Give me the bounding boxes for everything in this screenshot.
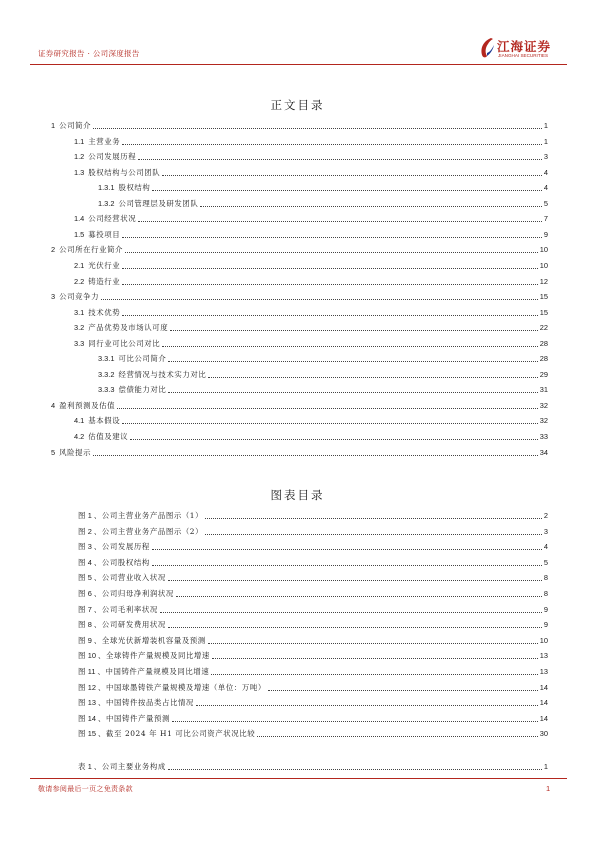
figure-entry-prefix: 图	[78, 667, 86, 676]
figure-entry[interactable]	[78, 620, 548, 630]
figure-entry-number: 7	[87, 604, 92, 614]
figure-entry-prefix: 图	[78, 620, 86, 630]
toc-leader-dots	[168, 769, 542, 770]
toc-entry-number: 1.5	[74, 229, 85, 239]
toc-entry[interactable]	[51, 121, 548, 131]
toc-entry-title: 募投项目	[88, 229, 121, 239]
toc-leader-dots	[208, 643, 538, 644]
toc-entry-number: 3.3	[74, 338, 85, 348]
figure-entry[interactable]	[78, 683, 548, 693]
toc-entry-page: 15	[539, 292, 548, 302]
figure-entry[interactable]	[78, 698, 548, 708]
toc-entry-number: 1.4	[74, 214, 85, 224]
toc-entry-title: 公司管理层及研发团队	[118, 198, 199, 208]
toc-title: 正文目录	[270, 98, 325, 112]
toc-leader-dots	[162, 346, 538, 347]
toc-entry[interactable]	[74, 261, 548, 271]
toc-entry-title: 公司竞争力	[59, 292, 100, 302]
company-logo	[477, 36, 567, 62]
figure-entry-page: 8	[543, 589, 548, 598]
toc-entry-page: 28	[539, 354, 548, 364]
toc-entry-page: 1	[543, 136, 548, 146]
toc-entry[interactable]	[74, 432, 548, 442]
figure-entry[interactable]	[78, 573, 548, 583]
toc-entry-number: 3.3.2	[98, 369, 115, 379]
figure-entry-title: 、公司毛利率状况	[93, 604, 158, 614]
figure-entry-title: 、公司发展历程	[93, 542, 150, 552]
toc-entry-page: 29	[539, 369, 548, 379]
toc-entry[interactable]	[51, 292, 548, 302]
figure-entry[interactable]	[78, 558, 548, 568]
toc-leader-dots	[268, 690, 538, 691]
toc-entry-title: 基本假设	[88, 416, 121, 426]
figure-entry[interactable]	[78, 667, 548, 677]
toc-leader-dots	[257, 736, 538, 737]
figure-entry-number: 1	[87, 511, 92, 520]
toc-leader-dots	[117, 408, 538, 409]
toc-entry-title: 技术优势	[88, 307, 121, 317]
figure-entry-title: 、中国球墨铸铁产量规模及增速（单位：万吨）	[98, 682, 266, 692]
toc-entry-number: 3.3.1	[98, 354, 115, 364]
figure-entry[interactable]	[78, 636, 548, 646]
toc-entry-number: 1	[51, 121, 56, 130]
toc-entry[interactable]	[51, 448, 548, 458]
figure-entry[interactable]	[78, 605, 548, 615]
table-entry-title: 、公司主要业务构成	[93, 762, 166, 771]
figure-entry-prefix: 图	[78, 589, 86, 598]
toc-entry-title: 公司发展历程	[88, 152, 137, 162]
toc-leader-dots	[162, 175, 542, 176]
figure-entry-prefix: 图	[78, 651, 86, 661]
figure-entry-number: 10	[87, 651, 97, 661]
toc-leader-dots	[152, 565, 542, 566]
figure-entry-number: 3	[87, 542, 92, 552]
figure-entry-number: 12	[87, 682, 97, 692]
figure-entry-title: 、中国铸件产量预测	[98, 713, 170, 723]
figure-entry-page: 14	[539, 713, 548, 723]
toc-entry[interactable]	[98, 183, 548, 193]
toc-leader-dots	[205, 534, 542, 535]
figure-entry-number: 15	[87, 729, 97, 739]
toc-entry-number: 3.1	[74, 307, 85, 317]
toc-leader-dots	[168, 627, 542, 628]
figure-entry[interactable]	[78, 511, 548, 521]
toc-leader-dots	[125, 252, 538, 253]
toc-entry-title: 铸造行业	[88, 276, 121, 286]
toc-leader-dots	[208, 377, 537, 378]
toc-entry-number: 4.1	[74, 416, 85, 426]
toc-entry-title: 股权结构	[118, 183, 151, 193]
figure-entry-prefix: 图	[78, 573, 86, 583]
disclaimer-note: 敬请参阅最后一页之免责条款	[38, 785, 133, 793]
toc-leader-dots	[101, 299, 538, 300]
figure-entry-page: 3	[543, 526, 548, 536]
toc-entry-number: 1.2	[74, 152, 85, 162]
figure-entry-number: 9	[87, 635, 92, 645]
toc-leader-dots	[122, 423, 538, 424]
table-entry-number: 1	[87, 762, 92, 771]
toc-entry[interactable]	[98, 354, 548, 364]
toc-leader-dots	[138, 159, 542, 160]
toc-entry-page: 12	[539, 276, 548, 286]
toc-leader-dots	[122, 315, 538, 316]
toc-leader-dots	[122, 268, 538, 269]
toc-entry-page: 4	[543, 167, 548, 177]
toc-entry-number: 4	[51, 400, 56, 410]
figure-entry-prefix: 图	[78, 511, 86, 520]
toc-leader-dots	[168, 361, 537, 362]
figure-entry-number: 11	[87, 667, 96, 676]
toc-entry[interactable]	[98, 385, 548, 395]
toc-entry-page: 3	[543, 152, 548, 162]
logo-wordmark-cn: 江海证券	[497, 39, 552, 54]
toc-leader-dots	[200, 206, 542, 207]
toc-entry[interactable]	[74, 277, 548, 287]
toc-leader-dots	[138, 221, 542, 222]
figure-entry-title: 、中国铸件按品类占比情况	[98, 698, 194, 708]
toc-entry-page: 22	[539, 323, 548, 333]
toc-entry[interactable]	[51, 401, 548, 411]
toc-entry[interactable]	[74, 416, 548, 426]
toc-leader-dots	[93, 128, 542, 129]
toc-entry-page: 31	[539, 385, 548, 395]
toc-entry-title: 估值及建议	[88, 432, 129, 441]
toc-leader-dots	[122, 284, 538, 285]
toc-entry-number: 4.2	[74, 432, 85, 441]
toc-entry-page: 7	[543, 214, 548, 224]
toc-entry-title: 盈利预测及估值	[59, 400, 116, 410]
figure-entry-number: 4	[87, 557, 92, 567]
toc-entry-title: 风险提示	[59, 447, 92, 457]
figure-entry[interactable]	[78, 527, 548, 537]
toc-entry-number: 3.2	[74, 323, 85, 333]
toc-entry-page: 28	[539, 338, 548, 348]
footer-divider	[30, 778, 567, 779]
figure-entry[interactable]	[78, 651, 548, 661]
page-number: 1	[546, 784, 551, 793]
toc-leader-dots	[196, 705, 538, 706]
figure-entry-page: 13	[539, 667, 548, 676]
header-divider	[30, 64, 567, 65]
table-entry-prefix: 表	[78, 762, 86, 771]
figure-entry-prefix: 图	[78, 635, 86, 645]
toc-entry[interactable]	[74, 230, 548, 240]
toc-leader-dots	[93, 455, 538, 456]
toc-leader-dots	[211, 674, 537, 675]
toc-leader-dots	[205, 518, 542, 519]
toc-leader-dots	[170, 330, 538, 331]
toc-leader-dots	[172, 721, 538, 722]
figure-entry-prefix: 图	[78, 698, 86, 708]
logo-swoosh-icon	[479, 37, 495, 59]
table-entry-page: 1	[543, 762, 548, 771]
figure-entry-page: 13	[539, 651, 548, 661]
toc-entry-number: 3.3.3	[98, 385, 115, 395]
figure-entry[interactable]	[78, 714, 548, 724]
figure-entry-title: 、公司股权结构	[93, 557, 150, 567]
toc-entry-page: 4	[543, 183, 548, 193]
toc-entry-title: 公司经营状况	[88, 214, 137, 224]
figure-entry-page: 10	[539, 635, 548, 645]
figure-entry[interactable]	[78, 729, 548, 739]
toc-entry-page: 32	[539, 400, 548, 410]
toc-entry[interactable]	[74, 308, 548, 318]
figure-entry-prefix: 图	[78, 557, 86, 567]
figure-entry-number: 2	[87, 526, 92, 536]
figure-entry-title: 、公司研发费用状况	[93, 620, 166, 630]
toc-entry-title: 光伏行业	[88, 260, 121, 270]
toc-entry[interactable]	[74, 168, 548, 178]
toc-entry[interactable]	[74, 214, 548, 224]
toc-entry-page: 9	[543, 229, 548, 239]
logo-wordmark-en: JIANGHAI SECURITIES	[498, 53, 549, 58]
toc-entry-title: 股权结构与公司团队	[88, 167, 161, 177]
report-header-label: 证券研究报告 · 公司深度报告	[38, 49, 140, 58]
toc-entry-page: 15	[539, 307, 548, 317]
toc-entry-page: 33	[539, 432, 548, 441]
toc-entry-number: 2.2	[74, 276, 85, 286]
figure-entry-prefix: 图	[78, 729, 86, 739]
toc-entry-page: 32	[539, 416, 548, 426]
figure-entry-title: 、截至 2024 年 H1 可比公司资产状况比较	[98, 729, 256, 739]
toc-entry-page: 10	[539, 260, 548, 270]
toc-entry-title: 可比公司简介	[118, 354, 167, 364]
toc-entry-number: 5	[51, 447, 56, 457]
figure-entry-number: 14	[87, 713, 97, 723]
toc-entry[interactable]	[74, 137, 548, 147]
toc-entry-page: 10	[539, 245, 548, 255]
figure-entry-title: 、中国铸件产量规模及同比增速	[97, 667, 210, 676]
figure-entry-page: 30	[539, 729, 548, 739]
figure-entry-prefix: 图	[78, 526, 86, 536]
table-entry[interactable]	[78, 762, 548, 772]
figure-entry-page: 14	[539, 698, 548, 708]
toc-entry-number: 1.3.2	[98, 198, 115, 208]
figure-entry-title: 、全球光伏新增装机容量及预测	[93, 635, 206, 645]
toc-leader-dots	[176, 596, 542, 597]
figure-entry-number: 5	[87, 573, 92, 583]
toc-entry[interactable]	[51, 245, 548, 255]
figure-entry-prefix: 图	[78, 604, 86, 614]
toc-leader-dots	[212, 658, 538, 659]
toc-entry-number: 2	[51, 245, 56, 255]
toc-entry-page: 1	[543, 121, 548, 130]
toc-entry-title: 同行业可比公司对比	[88, 338, 161, 348]
figure-entry-prefix: 图	[78, 542, 86, 552]
figure-entry[interactable]	[78, 542, 548, 552]
toc-entry[interactable]	[98, 199, 548, 209]
toc-entry-number: 3	[51, 292, 56, 302]
toc-entry-title: 产品优势及市场认可度	[88, 323, 169, 333]
figure-entry-number: 6	[87, 589, 92, 598]
toc-entry[interactable]	[98, 370, 548, 380]
figures-toc-title: 图表目录	[270, 488, 325, 502]
toc-entry[interactable]	[74, 323, 548, 333]
figure-entry-prefix: 图	[78, 713, 86, 723]
figure-entry-page: 14	[539, 682, 548, 692]
toc-entry-number: 1.3	[74, 167, 85, 177]
toc-leader-dots	[168, 580, 542, 581]
figure-entry-title: 、公司主营业务产品图示（2）	[93, 526, 204, 536]
toc-entry-page: 5	[543, 198, 548, 208]
toc-entry[interactable]	[74, 339, 548, 349]
toc-leader-dots	[122, 144, 542, 145]
toc-entry-page: 34	[539, 447, 548, 457]
toc-leader-dots	[168, 392, 537, 393]
toc-entry-title: 公司简介	[59, 121, 92, 130]
figure-entry-number: 8	[87, 620, 92, 630]
figure-entry[interactable]	[78, 589, 548, 599]
toc-leader-dots	[152, 190, 541, 191]
toc-entry-number: 2.1	[74, 260, 85, 270]
figure-entry-title: 、公司营业收入状况	[93, 573, 166, 583]
toc-leader-dots	[152, 549, 542, 550]
toc-entry[interactable]	[74, 152, 548, 162]
toc-leader-dots	[160, 612, 542, 613]
figure-entry-page: 2	[543, 511, 548, 520]
figure-entry-page: 9	[543, 620, 548, 630]
figure-entry-page: 9	[543, 604, 548, 614]
figure-entry-title: 、公司归母净利润状况	[93, 589, 174, 598]
toc-entry-number: 1.1	[74, 136, 85, 146]
toc-entry-number: 1.3.1	[98, 183, 115, 193]
toc-entry-title: 主营业务	[88, 136, 121, 146]
figure-entry-prefix: 图	[78, 682, 86, 692]
toc-entry-title: 偿债能力对比	[118, 385, 167, 395]
toc-entry-title: 经营情况与技术实力对比	[118, 369, 207, 379]
figure-entry-title: 、全球铸件产量规模及同比增速	[98, 651, 210, 661]
toc-leader-dots	[122, 237, 542, 238]
figure-entry-title: 、公司主营业务产品图示（1）	[93, 511, 204, 520]
figure-entry-page: 5	[543, 557, 548, 567]
figure-entry-page: 8	[543, 573, 548, 583]
figure-entry-number: 13	[87, 698, 97, 708]
toc-leader-dots	[130, 439, 538, 440]
figure-entry-page: 4	[543, 542, 548, 552]
toc-entry-title: 公司所在行业简介	[59, 245, 124, 255]
